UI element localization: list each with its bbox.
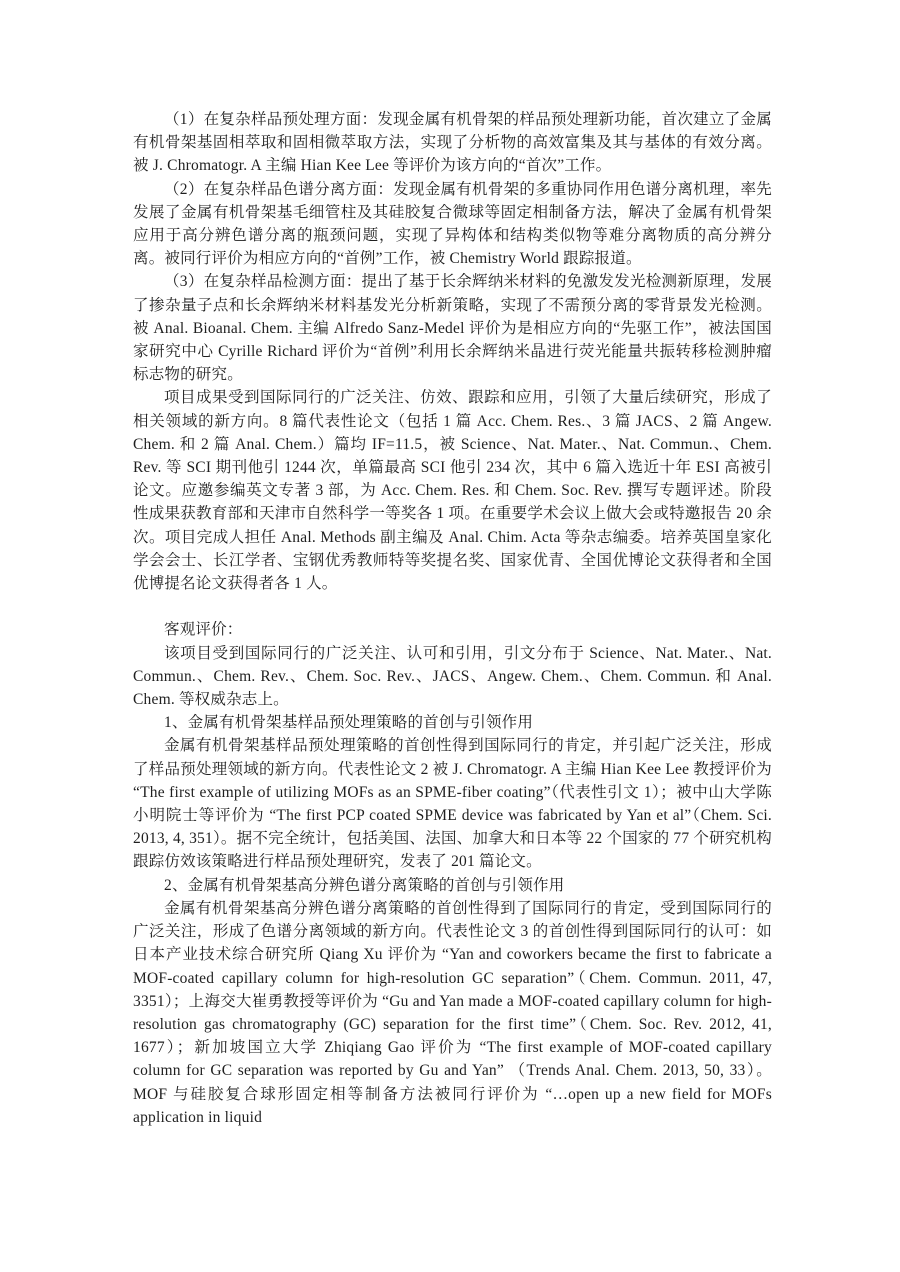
section-2-heading: 2、金属有机骨架基高分辨色谱分离策略的首创与引领作用 bbox=[164, 876, 565, 894]
paragraph-point-2-chromatographic-separation: （2）在复杂样品色谱分离方面：发现金属有机骨架的多重协同作用色谱分离机理，率先发展了金属有机骨架基毛细管柱及其硅胶复合微球等固定相制备方法，解决了金属有机骨架应用于高分辨色谱分离的瓶颈问题，实现了异构体和结构类似物等难分离物质的高分辨分离。被同行评价为相应方向的“首例”工作，被 Chemistry World 跟踪报道。 bbox=[133, 180, 772, 268]
paragraph-point-3-sample-detection: （3）在复杂样品检测方面：提出了基于长余辉纳米材料的免激发发光检测新原理，发展了掺杂量子点和长余辉纳米材料基发光分析新策略，实现了不需预分离的零背景发光检测。被 Anal. Bioanal. Chem. 主编 Alfredo Sanz-Medel 评价为是相应方向的“先驱工作”，被法国国家研究中心 Cyrille Richard 评价为“首例”利用长余辉纳米晶进行荧光能量共振转移检测肿瘤标志物的研究。 bbox=[133, 273, 772, 384]
paragraph-citation-distribution: 该项目受到国际同行的广泛关注、认可和引用，引文分布于 Science、Nat. Mater.、Nat. Commun.、Chem. Rev.、Chem. Soc. Rev.、JACS、Angew. Chem.、Chem. Commun. 和 Anal. Chem. 等权威杂志上。 bbox=[133, 644, 772, 709]
document-text-block bbox=[133, 108, 772, 1129]
section-1-heading: 1、金属有机骨架基样品预处理策略的首创与引领作用 bbox=[164, 714, 534, 732]
objective-evaluation-heading: 客观评价： bbox=[164, 621, 243, 639]
paragraph-project-impact-summary: 项目成果受到国际同行的广泛关注、仿效、跟踪和应用，引领了大量后续研究，形成了相关领域的新方向。8 篇代表性论文（包括 1 篇 Acc. Chem. Res.、3 篇 JACS、2 篇 Angew. Chem. 和 2 篇 Anal. Chem.）篇均 IF=11.5，被 Science、Nat. Mater.、Nat. Commun.、Chem. Rev. 等 SCI 期刊他引 1244 次，单篇最高 SCI 他引 234 次，其中 6 篇入选近十年 ESI 高被引论文。应邀参编英文专著 3 部，为 Acc. Chem. Res. 和 Chem. Soc. Rev. 撰写专题评述。阶段性成果获教育部和天津市自然科学一等奖各 1 项。在重要学术会议上做大会或特邀报告 20 余次。项目完成人担任 Anal. Methods 副主编及 Anal. Chim. Acta 等杂志编委。培养英国皇家化学会会士、长江学者、宝钢优秀教师特等奖提名奖、国家优青、全国优博论文获得者和全国优博提名论文获得者各 1 人。 bbox=[133, 389, 772, 593]
paragraph-point-1-sample-pretreatment: （1）在复杂样品预处理方面：发现金属有机骨架的样品预处理新功能，首次建立了金属有机骨架基固相萃取和固相微萃取方法，实现了分析物的高效富集及其与基体的有效分离。被 J. Chromatogr. A 主编 Hian Kee Lee 等评价为该方向的“首次”工作。 bbox=[133, 111, 772, 175]
paragraph-section-2-body: 金属有机骨架基高分辨色谱分离策略的首创性得到了国际同行的肯定，受到国际同行的广泛关注，形成了色谱分离领域的新方向。代表性论文 3 的首创性得到国际同行的认可：如日本产业技术综合研究所 Qiang Xu 评价为 “Yan and coworkers became the first to fabricate a MOF-coated capillary column for high-resolution GC separation”（Chem. Commun. 2011, 47, 3351）；上海交大崔勇教授等评价为 “Gu and Yan made a MOF-coated capillary column for high-resolution gas chromatography (GC) separation for the first time”（Chem. Soc. Rev. 2012, 41, 1677）；新加坡国立大学 Zhiqiang Gao 评价为 “The first example of MOF-coated capillary column for GC separation was reported by Gu and Yan” （Trends Anal. Chem. 2013, 50, 33）。MOF 与硅胶复合球形固定相等制备方法被同行评价为 “…open up a new field for MOFs application in liquid bbox=[133, 899, 772, 1126]
paragraph-section-1-body: 金属有机骨架基样品预处理策略的首创性得到国际同行的肯定，并引起广泛关注，形成了样品预处理领域的新方向。代表性论文 2 被 J. Chromatogr. A 主编 Hian Kee Lee 教授评价为 “The first example of utilizing MOFs as an SPME-fiber coating”（代表性引文 1）；被中山大学陈小明院士等评价为 “The first PCP coated SPME device was fabricated by Yan et al”（Chem. Sci. 2013, 4, 351）。据不完全统计，包括美国、法国、加拿大和日本等 22 个国家的 77 个研究机构跟踪仿效该策略进行样品预处理研究，发表了 201 篇论文。 bbox=[133, 737, 772, 871]
